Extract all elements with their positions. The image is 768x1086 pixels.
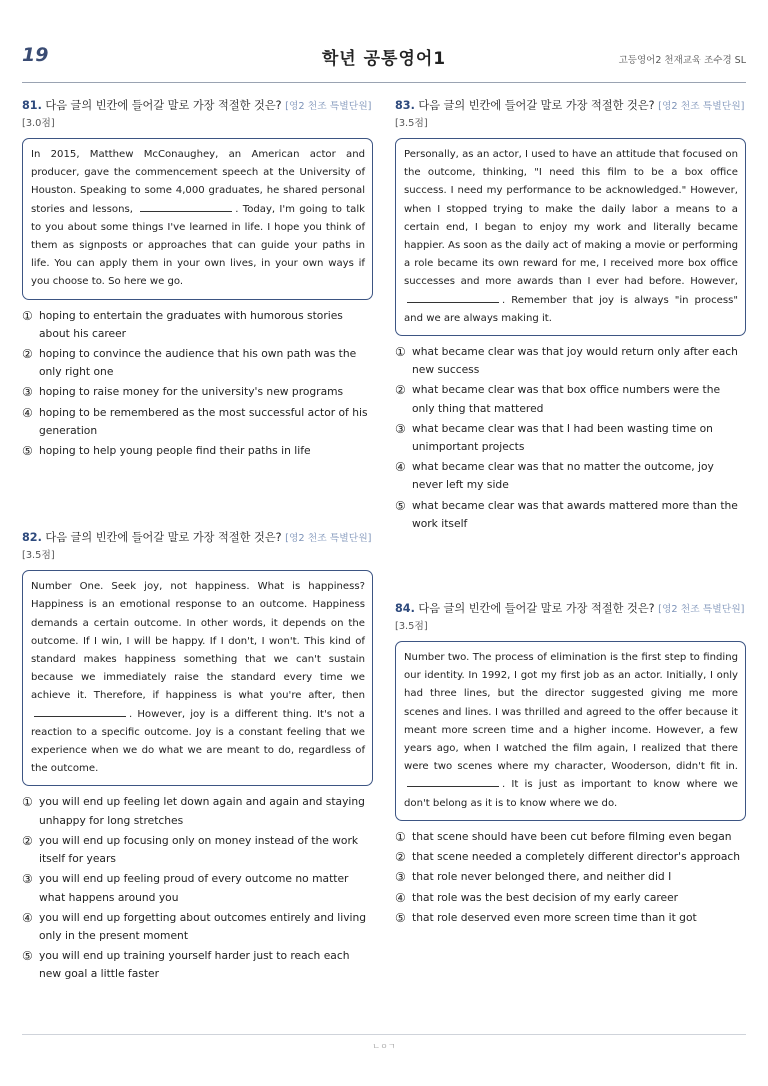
option-4[interactable] (22, 404, 373, 440)
option-text: that role deserved even more screen time than it got (412, 910, 697, 924)
question-prompt: 다음 글의 빈칸에 들어갈 말로 가장 적절한 것은? (418, 99, 655, 112)
option-text: that role was the best decision of my early career (412, 890, 679, 904)
option-marker: ③ (22, 872, 33, 887)
option-2[interactable] (395, 848, 746, 866)
question-number: 81. (22, 99, 42, 112)
passage-text-after: . Today, I'm going to talk to you about some things I've learned in life. I hope you think of them as signposts or approaches that can guide your paths in life. You can apply them in your own lives, in your own ways if you choose to. So here we go. (31, 203, 365, 288)
option-2[interactable] (22, 345, 373, 381)
option-text: what became clear was that joy would return only after each new success (412, 345, 738, 377)
page-title: 학년 공통영어1 (321, 49, 447, 69)
passage-text-before: Number One. Seek joy, not happiness. What is happiness? Happiness is an emotional response to an outcome. Happiness demands a certain outcome. In other words, it depends on the outcome. If I win, I will be happy. If I don't, I won't. This kind of standard makes happiness something that we can't sustain because we immediately raise the standard every time we achieve it. Therefore, if happiness is what you're after, then (31, 581, 365, 702)
question-number: 84. (395, 602, 415, 616)
option-marker: ① (22, 795, 33, 810)
answer-blank (407, 776, 499, 787)
option-4[interactable] (22, 909, 373, 945)
question-tag: [영2 천조 특별단원] (285, 101, 372, 112)
option-marker: ① (395, 829, 406, 844)
question-points: [3.5점] (395, 621, 428, 633)
option-text: that scene needed a completely different director's approach (412, 850, 741, 864)
passage-text-after: . However, joy is a different thing. It's not a reaction to a specific outcome. Joy is a constant feeling that we experience when we do what we are meant to do, regardless of the outcome. (31, 708, 365, 775)
passage-text-before: Number two. The process of elimination is the first step to finding our identity. In 1992, I got my first job as an actor. Initially, I only had three lines, but the director suggested giving me more scenes and lines. I was thrilled and agreed to the offer because it meant more screen time and a higher income. However, a few years ago, when I watched the film again, I realized that there were two scenes where my character, Wooderson, didn't fit in. (404, 652, 738, 773)
option-3[interactable] (395, 420, 746, 456)
question-points: [3.5점] (22, 550, 55, 562)
footer-mark: ㄴㅇㄱ (372, 1042, 396, 1051)
option-marker: ③ (395, 421, 406, 436)
option-text: what became clear was that no matter the outcome, joy never left my side (412, 460, 714, 492)
page-header (22, 40, 746, 83)
option-marker: ① (22, 308, 33, 323)
left-column (22, 98, 373, 986)
option-marker: ③ (22, 385, 33, 400)
question-points: [3.5점] (395, 118, 428, 129)
question-83 (395, 98, 746, 533)
option-marker: ② (395, 850, 406, 865)
passage-text-after: . It is just as important to know where we don't belong as it is to know where we do. (404, 779, 738, 809)
question-tag: [영2 천조 특별단원] (658, 101, 745, 112)
option-5[interactable] (22, 947, 373, 983)
option-3[interactable] (22, 383, 373, 401)
option-marker: ⑤ (395, 498, 406, 513)
option-text: hoping to help young people find their paths in life (39, 444, 311, 458)
question-header (395, 601, 746, 618)
question-84 (395, 601, 746, 927)
question-prompt: 다음 글의 빈칸에 들어갈 말로 가장 적절한 것은? (45, 99, 282, 112)
answer-blank (140, 201, 232, 212)
option-marker: ⑤ (22, 949, 33, 964)
option-marker: ② (22, 347, 33, 362)
option-5[interactable] (22, 442, 373, 460)
option-text: what became clear was that box office numbers were the only thing that mattered (412, 383, 721, 415)
answer-options (22, 307, 373, 461)
option-marker: ④ (395, 460, 406, 475)
question-number: 83. (395, 99, 415, 112)
option-text: hoping to raise money for the university's new programs (39, 385, 344, 399)
option-text: what became clear was that I had been wasting time on unimportant projects (412, 421, 713, 454)
passage-box (22, 570, 373, 786)
option-marker: ④ (395, 890, 406, 905)
option-marker: ⑤ (395, 910, 406, 925)
option-1[interactable] (395, 828, 746, 846)
answer-blank (34, 706, 126, 717)
option-text: you will end up focusing only on money instead of the work itself for years (39, 833, 359, 866)
page-subtitle: 고등영어2 천재교육 조수경 SL (618, 55, 746, 66)
question-tag: [영2 천조 특별단원] (285, 533, 372, 545)
passage-text-before: In 2015, Matthew McConaughey, an American actor and producer, gave the commencement speech at the University of Houston. Speaking to some 4,000 graduates, he shared personal stories and lessons, (31, 149, 365, 215)
question-header (395, 98, 746, 115)
question-header (22, 530, 373, 547)
option-text: you will end up training yourself harder just to reach each new goal a little faster (39, 949, 350, 981)
right-column (395, 98, 746, 929)
answer-options (22, 793, 373, 983)
option-marker: ① (395, 345, 406, 360)
option-4[interactable] (395, 889, 746, 907)
option-1[interactable] (395, 343, 746, 379)
option-2[interactable] (22, 832, 373, 868)
option-text: hoping to convince the audience that his own path was the only right one (39, 347, 357, 379)
option-marker: ② (395, 383, 406, 398)
option-3[interactable] (22, 870, 373, 906)
question-81 (22, 98, 373, 460)
question-tag: [영2 천조 특별단원] (658, 604, 745, 616)
option-text: you will end up feeling let down again and again and staying unhappy for long stretches (39, 795, 365, 827)
answer-options (395, 828, 746, 927)
option-5[interactable] (395, 909, 746, 927)
option-marker: ② (22, 833, 33, 848)
option-text: hoping to entertain the graduates with humorous stories about his career (39, 308, 343, 340)
answer-blank (407, 292, 499, 303)
question-points: [3.0점] (22, 118, 55, 129)
option-text: what became clear was that awards mattered more than the work itself (412, 498, 738, 530)
option-marker: ⑤ (22, 444, 33, 459)
option-text: that role never belonged there, and neither did I (412, 870, 672, 884)
page-footer (22, 1034, 746, 1051)
option-3[interactable] (395, 868, 746, 886)
answer-options (395, 343, 746, 533)
question-header (22, 98, 373, 115)
page-number: 19 (22, 44, 49, 66)
question-prompt: 다음 글의 빈칸에 들어갈 말로 가장 적절한 것은? (45, 531, 282, 545)
option-text: hoping to be remembered as the most successful actor of his generation (39, 405, 368, 437)
question-82 (22, 530, 373, 983)
option-marker: ④ (22, 405, 33, 420)
passage-box (395, 641, 746, 821)
passage-text-before: Personally, as an actor, I used to have an attitude that focused on the outcome, thinking, "I need this film to be a box office success. I need my performance to be acknowledged." However, when I stopped trying to make the daily labor a means to a certain end, I began to enjoy my work and literally became happier. As soon as the daily act of making a movie or performing a role became its own reward for me, I received more box office successes and more awards than I ever had before. However, (404, 149, 739, 288)
option-marker: ④ (22, 910, 33, 925)
option-1[interactable] (22, 307, 373, 343)
passage-box (22, 138, 373, 300)
passage-box (395, 138, 746, 336)
option-1[interactable] (22, 793, 373, 829)
passage-text-after: . Remember that joy is always "in process" and we are always making it. (404, 294, 738, 324)
option-text: you will end up forgetting about outcomes entirely and living only in the present moment (39, 910, 367, 942)
option-2[interactable] (395, 381, 746, 417)
option-text: you will end up feeling proud of every outcome no matter what happens around you (39, 872, 349, 904)
option-4[interactable] (395, 458, 746, 494)
question-number: 82. (22, 531, 42, 545)
option-text: that scene should have been cut before filming even began (412, 829, 732, 843)
question-prompt: 다음 글의 빈칸에 들어갈 말로 가장 적절한 것은? (418, 602, 655, 616)
option-5[interactable] (395, 497, 746, 533)
option-marker: ③ (395, 870, 406, 885)
